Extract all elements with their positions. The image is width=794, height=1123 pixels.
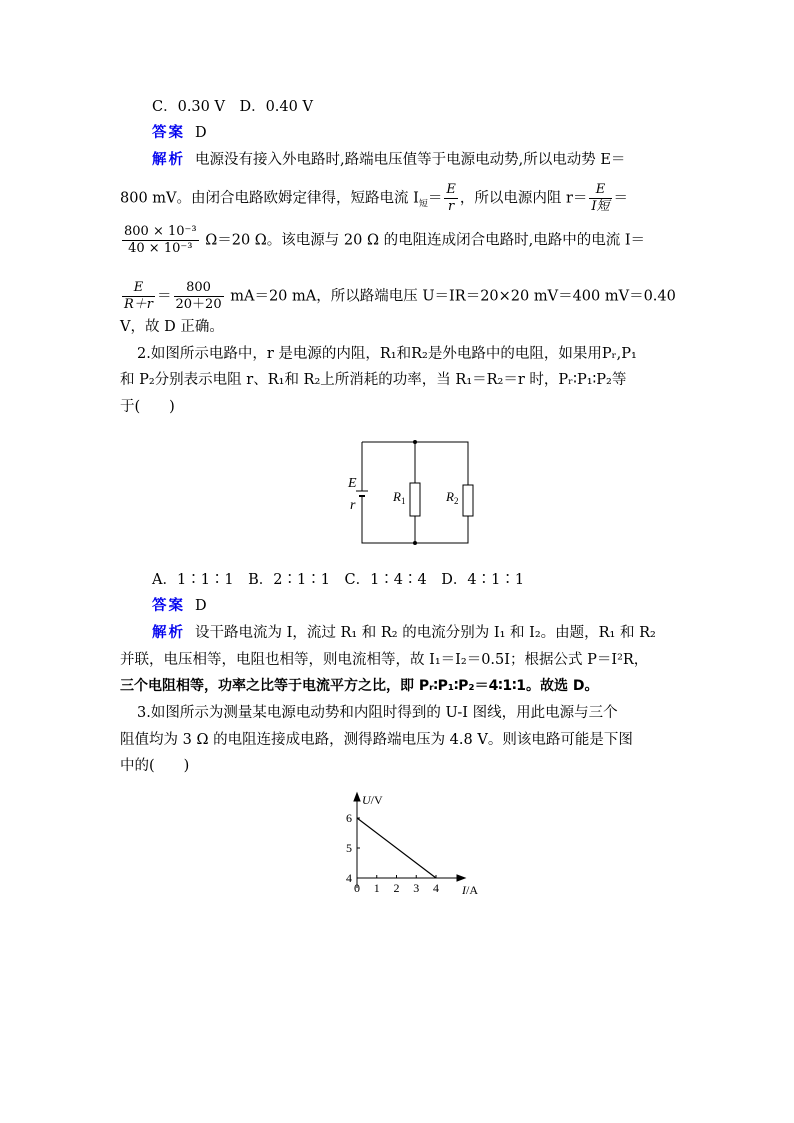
y-tick-label: 5 [346,841,352,855]
answer-label: 答案 [152,598,185,614]
fraction-numerator: E [122,280,155,297]
label-r: r [350,498,356,513]
q2-stem-line1: 2.如图所示电路中，r 是电源的内阻，R₁和R₂是外电路中的电阻，如果用Pᵣ,P₁ [137,346,637,362]
label-r2-letter: R [446,489,454,504]
q3-stem-line3: 中的( ) [120,758,190,774]
circuit-diagram [335,425,495,565]
fraction-denominator: R＋r [124,297,154,312]
fraction-numerator: E [446,182,456,197]
junction-top [413,440,417,444]
q1-answer-line [152,123,712,143]
label-r1-letter: R [393,489,401,504]
x-tick-label: 1 [373,881,380,895]
fraction-numerator: E [589,182,611,199]
x-tick-label: 2 [393,881,400,895]
label-e: E [348,476,357,491]
q1-analysis-text2b: ，所以电源内阻 r＝ [459,190,588,207]
equals-sign: ＝ [613,190,629,207]
y-axis-arrow [354,793,360,801]
fraction-current-value [174,280,224,313]
q1-analysis-text4: mA＝20 mA，所以路端电压 U＝IR＝20×20 mV＝400 mV＝0.40 [230,288,676,305]
q2-analysis-line1 [152,623,712,643]
y-tick-label: 6 [346,811,352,825]
resistor-r1 [410,483,420,516]
x-tick-label: 0 [354,881,360,895]
q1-analysis-text1: 电源没有接入外电路时,路端电压值等于电源电动势,所以电动势 E＝ [195,152,626,168]
fraction-resistance [122,224,199,257]
equals-sign: ＝ [427,190,443,207]
q3-stem-line1: 3.如图所示为测量某电源电动势和内阻时得到的 U-I 图线，用此电源与三个 [137,705,618,721]
q1-analysis-line4: $\frac{E}{R+r}$ ＝ $\frac{800}{20+20}$ mA＝20 mA，所以路端电压 U＝IR＝20×20 mV＝400 mV＝0.40 [124,280,676,312]
q1-analysis-line3 [120,224,680,257]
q2-analysis-line3: 三个电阻相等，功率之比等于电流平方之比，即 Pᵣ∶P₁∶P₂＝4∶1∶1。故选 D。 [120,678,599,694]
y-axis-label: U/V [362,793,383,807]
q1-analysis-line2 [120,182,680,215]
label-r2-sub: 2 [453,496,459,506]
q2-analysis-text1: 设干路电流为 I，流过 R₁ 和 R₂ 的电流分别为 I₁ 和 I₂。由题，R₁ 和 R₂ [195,625,656,641]
x-axis-arrow [457,875,465,881]
q1-analysis-line5: V，故 D 正确。 [120,319,224,335]
analysis-label: 解析 [152,152,185,168]
answer-value: D [195,598,207,614]
fraction-current [122,280,155,313]
q1-analysis-line1 [152,150,712,170]
q2-analysis-line2: 并联，电压相等，电阻也相等，则电流相等，故 I₁＝I₂＝0.5I；根据公式 P＝I²R， [120,652,649,668]
fraction-denominator: r [448,199,455,214]
u-i-chart [335,790,495,905]
q1-analysis-text2: 800 mV。由闭合电路欧姆定律得，短路电流 I [120,190,419,207]
x-axis-label: I/A [462,883,478,897]
q2-answer-line [152,596,712,616]
q2-stem-line2: 和 P₂分别表示电阻 r、R₁和 R₂上所消耗的功率，当 R₁＝R₂＝r 时，Pᵣ∶P₁∶P₂等 [120,372,627,388]
q2-stem-line3: 于( ) [120,399,175,415]
y-tick-label: 4 [346,871,352,885]
q1-analysis-text3: Ω＝20 Ω。该电源与 20 Ω 的电阻连成闭合电路时,电路中的电流 I＝ [205,232,646,249]
answer-label: 答案 [152,125,185,141]
q1-options-cd: C．0.30 V D．0.40 V [152,99,313,115]
fraction-denominator: 20＋20 [175,297,222,312]
analysis-label: 解析 [152,625,185,641]
fraction-denominator: I短 [591,199,610,214]
fraction-e-over-r [444,182,458,215]
fraction-numerator: 800 × 10⁻³ [124,224,197,239]
x-tick-label: 3 [413,881,420,895]
fraction-numerator: 800 [174,280,224,297]
junction-bottom [413,541,417,545]
q2-options: A．1∶1∶1 B．2∶1∶1 C．1∶4∶4 D．4∶1∶1 [152,572,525,588]
fraction-e-over-i [589,182,611,215]
resistor-r2 [463,485,473,516]
label-r1 [392,489,405,506]
short-subscript: 短 [418,199,428,210]
fraction-denominator: 40 × 10⁻³ [128,241,193,256]
x-tick-label: 4 [433,881,439,895]
u-i-line [357,818,436,878]
answer-value: D [195,125,207,141]
label-r1-sub: 1 [400,496,406,506]
q3-stem-line2: 阻值均为 3 Ω 的电阻连接成电路，测得路端电压为 4.8 V。则该电路可能是下图 [120,732,633,748]
label-r2 [445,489,458,506]
